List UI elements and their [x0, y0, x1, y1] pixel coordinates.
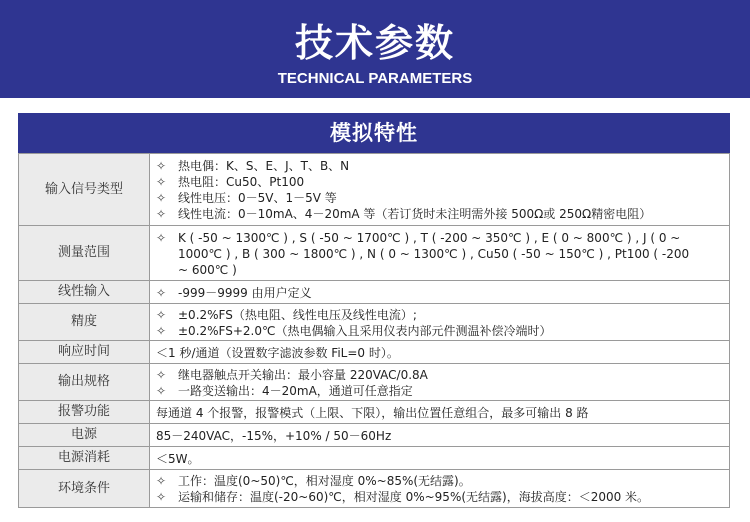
value-line	[156, 383, 723, 399]
diamond-bullet-icon: ✧	[156, 207, 167, 221]
table-row	[19, 470, 730, 508]
row-value	[150, 470, 730, 508]
value-line	[156, 473, 723, 489]
row-value	[150, 281, 730, 304]
table-row	[19, 447, 730, 470]
header-banner	[0, 0, 750, 98]
value-line	[156, 190, 723, 206]
value-text: -999－9999 由用户定义	[178, 285, 312, 300]
value-line	[156, 174, 723, 190]
table-row	[19, 226, 730, 281]
value-text: 每通道 4 个报警，报警模式（上限、下限），输出位置任意组合，最多可输出 8 路	[156, 405, 589, 420]
row-label: 测量范围	[19, 226, 150, 281]
row-label: 环境条件	[19, 470, 150, 508]
value-line	[156, 367, 723, 383]
diamond-bullet-icon: ✧	[156, 285, 167, 300]
row-label: 报警功能	[19, 401, 150, 424]
row-label: 线性输入	[19, 281, 150, 304]
value-line	[156, 262, 723, 278]
value-text: ＜5W。	[156, 451, 200, 466]
row-value	[150, 447, 730, 470]
value-text: 热电偶：K、S、E、J、T、B、N	[178, 159, 350, 173]
page-title: 技术参数	[294, 21, 455, 65]
value-text: 线性电流：0－10mA、4－20mA 等（若订货时未注明需外接 500Ω或 250Ω精密电阻）	[178, 207, 652, 221]
value-line	[156, 405, 723, 421]
table-row	[19, 364, 730, 401]
parameters-table-body	[19, 154, 730, 508]
row-label: 精度	[19, 304, 150, 341]
table-row	[19, 154, 730, 226]
value-text: 运输和储存：温度(-20~60)℃，相对湿度 0%~95%(无结露)，海拔高度：＜2000 米。	[178, 490, 650, 504]
diamond-bullet-icon: ✧	[156, 323, 167, 338]
value-line	[156, 428, 723, 444]
value-text: 一路变送输出：4－20mA，通道可任意指定	[178, 383, 413, 398]
value-text: 热电阻：Cu50、Pt100	[178, 175, 305, 189]
diamond-bullet-icon: ✧	[156, 191, 167, 205]
diamond-bullet-icon: ✧	[156, 383, 167, 398]
value-line	[156, 206, 723, 222]
value-line	[156, 451, 723, 467]
parameters-table	[18, 153, 730, 508]
row-value	[150, 424, 730, 447]
row-label: 输入信号类型	[19, 154, 150, 226]
row-value	[150, 304, 730, 341]
section-title: 模拟特性	[330, 121, 418, 145]
section-header	[18, 113, 730, 153]
value-line	[156, 246, 723, 262]
value-line	[156, 345, 723, 361]
value-line	[156, 285, 723, 301]
row-value	[150, 364, 730, 401]
diamond-bullet-icon: ✧	[156, 307, 167, 322]
row-value	[150, 401, 730, 424]
value-text: ＜1 秒/通道（设置数字滤波参数 FiL=0 时）。	[156, 345, 399, 360]
row-label: 响应时间	[19, 341, 150, 364]
row-value	[150, 226, 730, 281]
value-text: ~ 600℃ )	[178, 262, 237, 277]
diamond-bullet-icon: ✧	[156, 367, 167, 382]
value-line	[156, 307, 723, 323]
table-row	[19, 401, 730, 424]
value-text: 继电器触点开关输出：最小容量 220VAC/0.8A	[178, 367, 428, 382]
diamond-bullet-icon: ✧	[156, 474, 167, 488]
table-row	[19, 341, 730, 364]
value-text: 工作：温度(0~50)℃，相对湿度 0%~85%(无结露)。	[178, 474, 471, 488]
value-line	[156, 489, 723, 505]
table-row	[19, 424, 730, 447]
table-row	[19, 304, 730, 341]
diamond-bullet-icon: ✧	[156, 490, 167, 504]
value-line	[156, 323, 723, 339]
value-text: 线性电压：0－5V、1－5V 等	[178, 191, 337, 205]
diamond-bullet-icon: ✧	[156, 230, 167, 245]
value-text: 85－240VAC，-15%，+10% / 50－60Hz	[156, 428, 392, 443]
value-text: 1000℃ ) , B ( 300 ~ 1800℃ ) , N ( 0 ~ 1300℃ ) , Cu50 ( -50 ~ 150℃ ) , Pt100 ( -200	[178, 246, 690, 261]
row-label: 电源	[19, 424, 150, 447]
value-line	[156, 158, 723, 174]
page-subtitle: TECHNICAL PARAMETERS	[277, 70, 473, 87]
row-label: 电源消耗	[19, 447, 150, 470]
value-line	[156, 230, 723, 246]
row-label: 输出规格	[19, 364, 150, 401]
row-value	[150, 341, 730, 364]
value-text: ±0.2%FS（热电阻、线性电压及线性电流）;	[178, 307, 417, 322]
row-value	[150, 154, 730, 226]
value-text: K ( -50 ~ 1300℃ ) , S ( -50 ~ 1700℃ ) , T ( -200 ~ 350℃ ) , E ( 0 ~ 800℃ ) , J ( 0 ~	[178, 230, 681, 245]
diamond-bullet-icon: ✧	[156, 159, 167, 173]
diamond-bullet-icon: ✧	[156, 175, 167, 189]
value-text: ±0.2%FS+2.0℃（热电偶输入且采用仪表内部元件测温补偿冷端时）	[178, 323, 552, 338]
table-row	[19, 281, 730, 304]
